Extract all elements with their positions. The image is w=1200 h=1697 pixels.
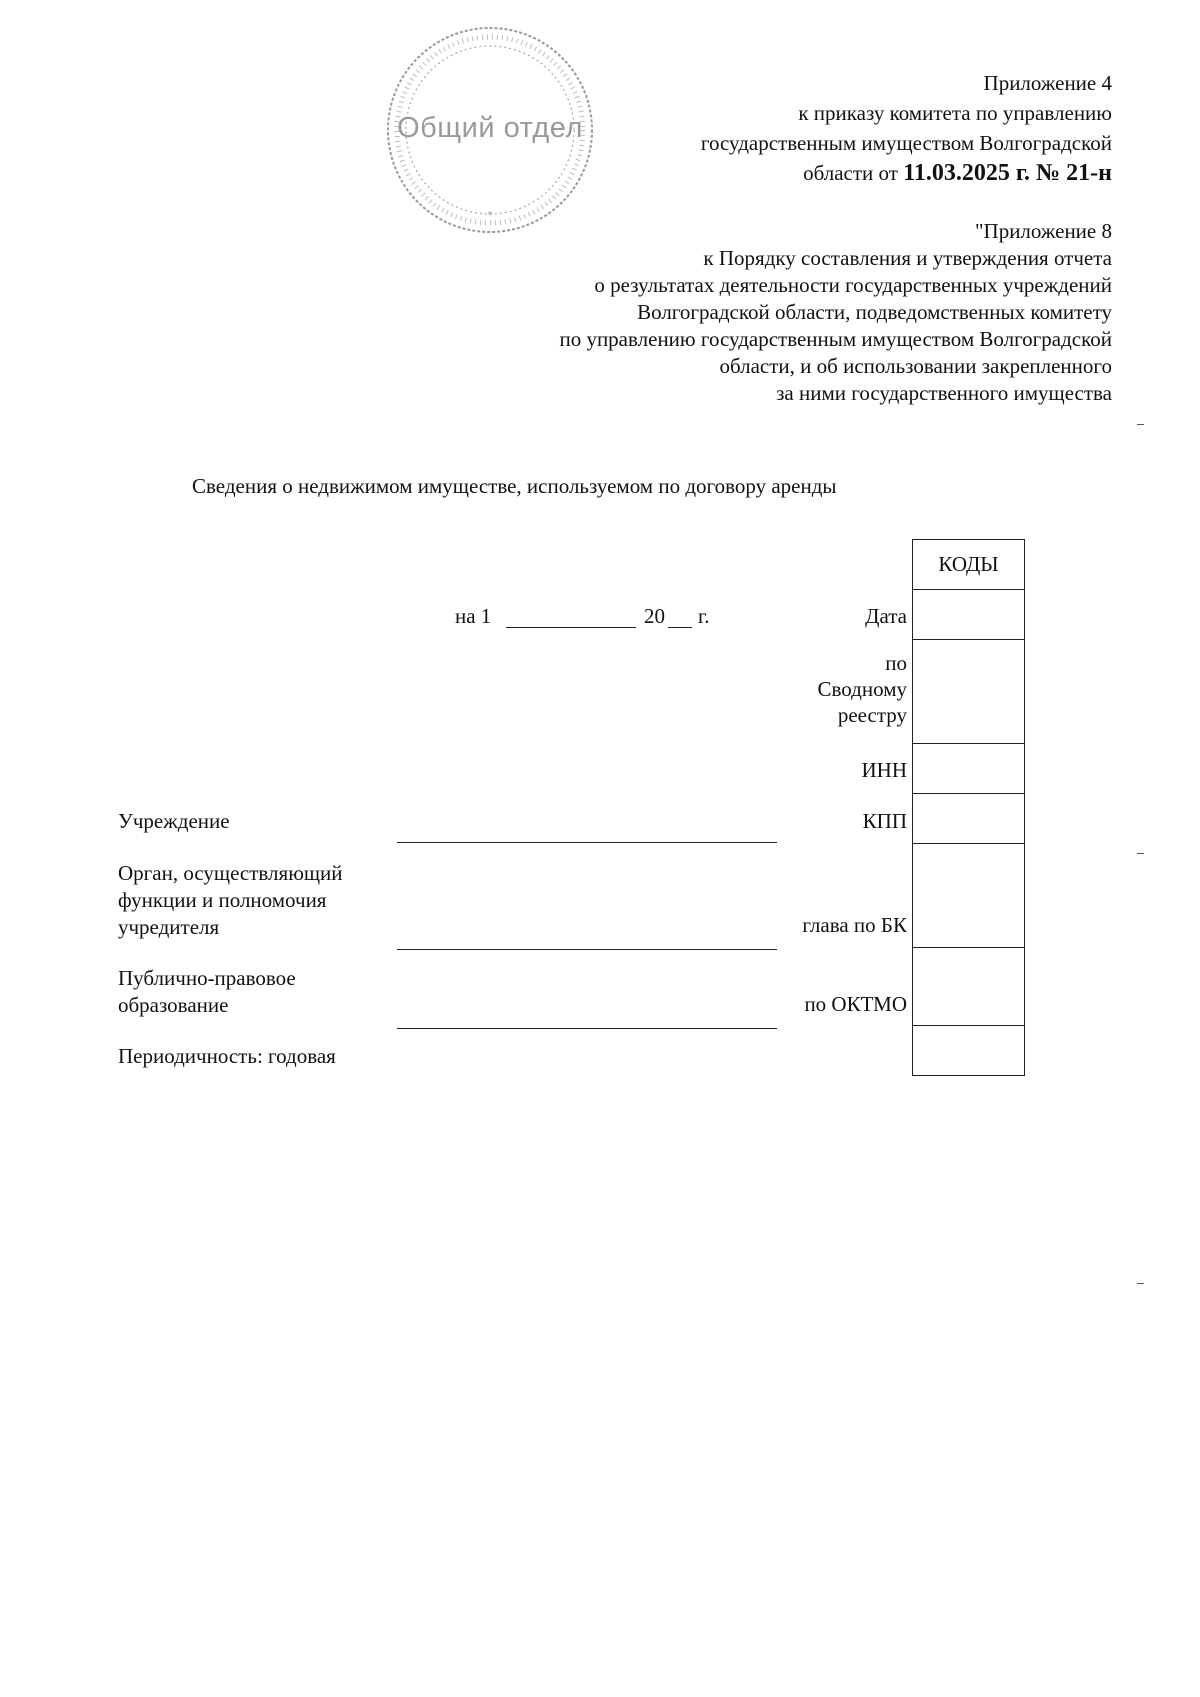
institution-field[interactable] [397, 841, 777, 843]
procedure-line: области, и об использовании закрепленного [719, 354, 1112, 378]
procedure-line: Волгоградской области, подведомственных комитету [637, 300, 1112, 324]
order-date-prefix: области от [803, 161, 904, 185]
procedure-line: "Приложение 8 [974, 219, 1112, 243]
procedure-line: о результатах деятельности государственных учреждений [594, 273, 1112, 297]
form-title: Сведения о недвижимом имуществе, используемом по договору аренды [192, 474, 837, 498]
procedure-line: по управлению государственным имуществом Волгоградской [559, 327, 1112, 351]
order-line-2: к приказу комитета по управлению [798, 101, 1112, 125]
label-institution: Учреждение [118, 809, 230, 833]
codes-table [912, 539, 1025, 1076]
label-founder-line: функции и полномочия [118, 888, 327, 912]
label-public-entity [118, 965, 296, 1019]
label-public-entity-line: Публично-правовое [118, 966, 296, 990]
label-periodicity: Периодичность: годовая [118, 1044, 336, 1068]
code-cell-inn[interactable] [913, 744, 1025, 794]
code-cell-registry[interactable] [913, 640, 1025, 744]
date-day-month-field[interactable] [506, 626, 636, 628]
label-public-entity-line: образование [118, 993, 229, 1017]
label-founder-line: учредителя [118, 915, 220, 939]
svg-text:*: * [487, 210, 493, 221]
margin-mark [1137, 1283, 1144, 1284]
procedure-appendix-header [412, 218, 1112, 407]
margin-mark [1137, 853, 1144, 854]
margin-mark [1137, 424, 1144, 425]
label-registry [818, 650, 908, 728]
label-kpp: КПП [862, 809, 907, 833]
date-line-year-prefix: 20 [644, 604, 665, 628]
procedure-line: к Порядку составления и утверждения отчета [703, 246, 1112, 270]
founder-field[interactable] [397, 948, 777, 950]
public-entity-field[interactable] [397, 1027, 777, 1029]
code-cell-date[interactable] [913, 590, 1025, 640]
order-date-number: 11.03.2025 г. № 21-н [903, 160, 1112, 186]
stamp-label: Общий отдел [397, 112, 583, 144]
date-line-prefix: на 1 [455, 604, 492, 628]
date-line-suffix: г. [698, 604, 710, 628]
label-registry-line: по [885, 651, 907, 675]
appendix-title: Приложение 4 [983, 71, 1112, 95]
date-year-field[interactable] [668, 626, 692, 628]
label-inn: ИНН [861, 758, 907, 782]
label-bk: глава по БК [802, 913, 907, 937]
label-oktmo: по ОКТМО [804, 992, 907, 1016]
codes-header: КОДЫ [913, 540, 1025, 590]
order-line-3: государственным имуществом Волгоградской [700, 131, 1112, 155]
code-cell-kpp[interactable] [913, 794, 1025, 844]
code-cell-oktmo[interactable] [913, 948, 1025, 1026]
code-cell-periodicity[interactable] [913, 1026, 1025, 1076]
label-founder-line: Орган, осуществляющий [118, 861, 343, 885]
label-registry-line: Сводному [817, 677, 907, 701]
procedure-line: за ними государственного имущества [776, 381, 1112, 405]
label-registry-line: реестру [837, 703, 907, 727]
code-cell-bk[interactable] [913, 844, 1025, 948]
label-founder [118, 860, 343, 941]
order-appendix-header [552, 68, 1112, 188]
order-line-4 [552, 158, 1112, 188]
label-date: Дата [865, 604, 907, 628]
